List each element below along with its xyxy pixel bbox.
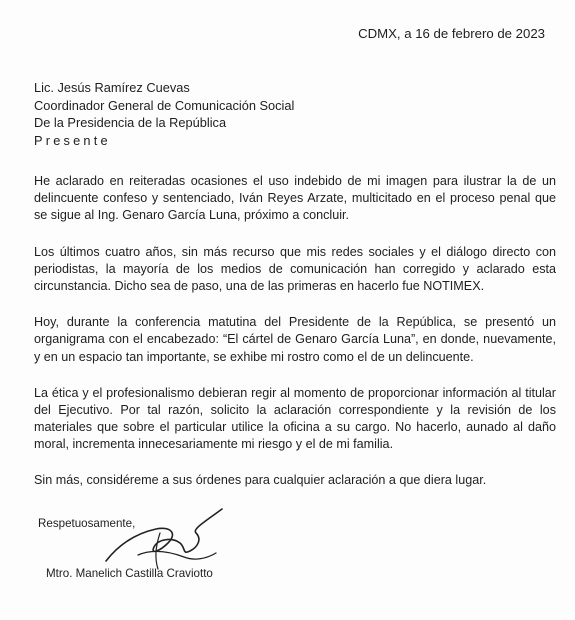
paragraph-3: Hoy, durante la conferencia matutina del Presidente de la República, se presentó un organigrama con el encabezado: “El cártel de Genaro García Luna”, en donde, nuevamente, y en un espacio tan importante, se exhibe mi rostro como el de un delincuente. xyxy=(34,315,556,364)
addressee-position: Coordinador General de Comunicación Social xyxy=(34,97,295,113)
closing-line: Sin más, considéreme a sus órdenes para cualquier aclaración a que diera lugar. xyxy=(34,472,487,487)
paragraph-4: La ética y el profesionalismo debieran regir al momento de proporcionar información al titular del Ejecutivo. Por tal razón, solicito la aclaración correspondiente y la revisión de los materiales que sobre el particular utilice la oficina a su cargo. No hacerlo, aunado al daño moral, incrementa innecesariamente mi riesgo y el de mi familia. xyxy=(34,385,556,452)
handwritten-signature xyxy=(98,503,228,575)
date-line: CDMX, a 16 de febrero de 2023 xyxy=(358,26,545,41)
addressee-block xyxy=(34,79,549,149)
addressee-name: Lic. Jesús Ramírez Cuevas xyxy=(34,80,190,95)
regards-text: Respetuosamente, xyxy=(38,516,136,530)
salutation: Presente xyxy=(34,132,111,148)
signature-block xyxy=(38,517,549,597)
addressee-office: De la Presidencia de la República xyxy=(34,115,227,130)
paragraph-2: Los últimos cuatro años, sin más recurso que mis redes sociales y el diálogo directo con periodistas, la mayoría de los medios de comunicación han corregido y aclarado esta circunstancia. Dicho sea de paso, una de las primeras en hacerlo fue NOTIMEX. xyxy=(34,244,556,294)
paragraph-1: He aclarado en reiteradas ocasiones el uso indebido de mi imagen para ilustrar la de un delincuente confeso y sentenciado, Iván Reyes Arzate, multicitado en el proceso penal que se sigue al Ing. Genaro García Luna, próximo a concluir. xyxy=(34,174,556,223)
signer-name: Mtro. Manelich Castilla Craviotto xyxy=(46,566,213,580)
